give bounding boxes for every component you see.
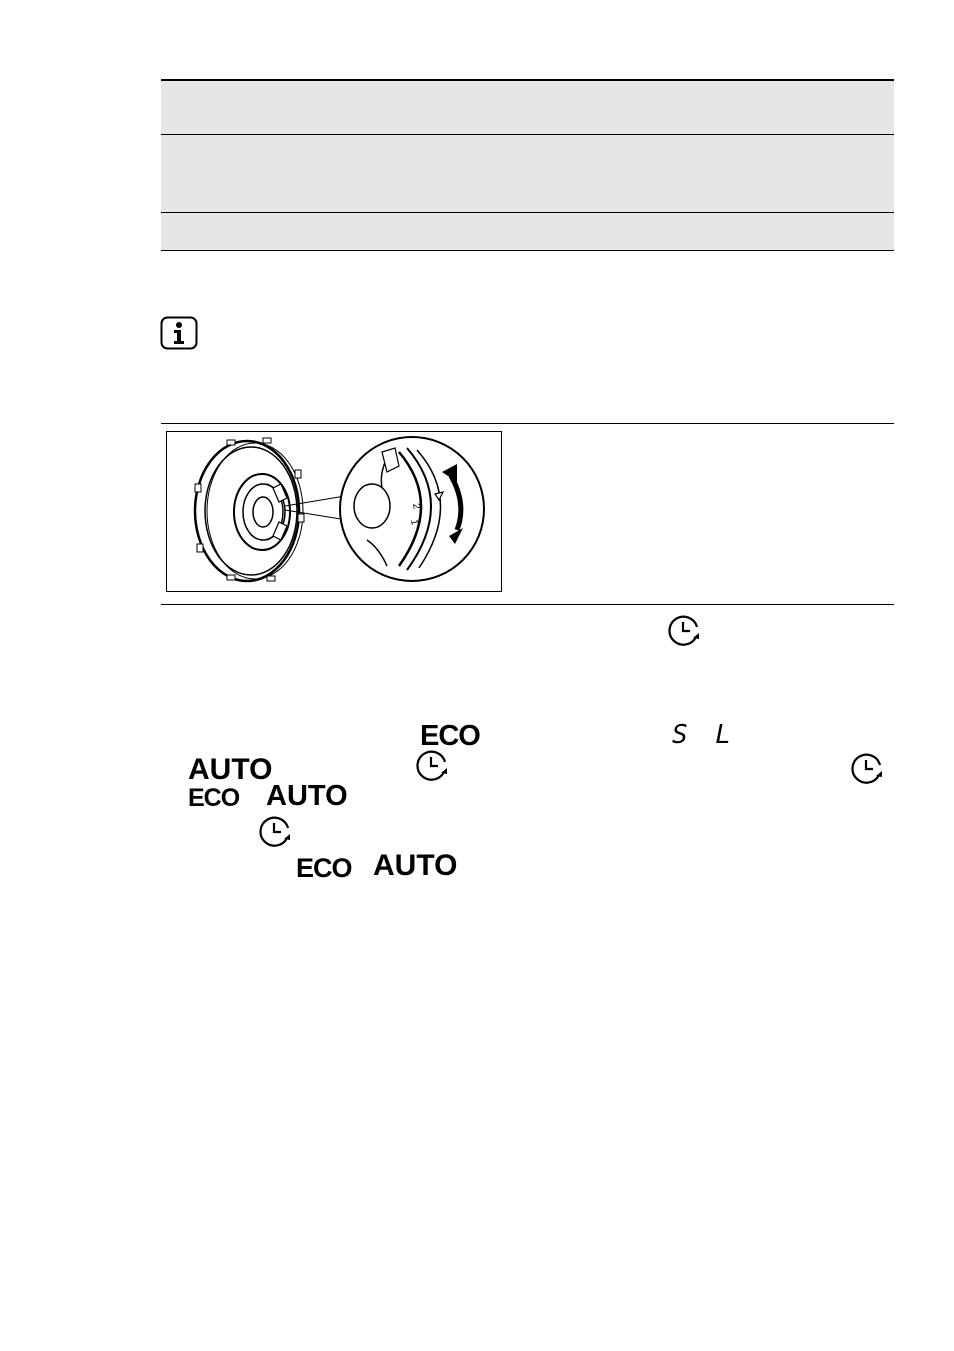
eco-symbol: ECO [296, 853, 352, 883]
eco-symbol: ECO [188, 784, 240, 812]
table-row [161, 135, 894, 213]
table-row [161, 81, 894, 135]
dial-number-2: 2 [410, 502, 422, 510]
dial-figure [166, 431, 502, 592]
auto-symbol: AUTO [373, 849, 458, 882]
table-row [161, 213, 894, 251]
clock-delay-icon [666, 612, 704, 650]
auto-symbol: AUTO [266, 780, 348, 812]
auto-symbol: AUTO [188, 753, 273, 786]
section-rule [161, 604, 894, 605]
display-code: S L [672, 720, 737, 750]
info-icon [160, 316, 198, 350]
section-rule [161, 423, 894, 424]
clock-delay-icon [849, 750, 887, 788]
clock-delay-icon [257, 813, 295, 851]
water-softener-dial-illustration [167, 432, 501, 591]
eco-symbol: ECO [420, 720, 480, 752]
dial-number-1: 1 [408, 518, 420, 526]
clock-delay-icon [414, 747, 452, 785]
